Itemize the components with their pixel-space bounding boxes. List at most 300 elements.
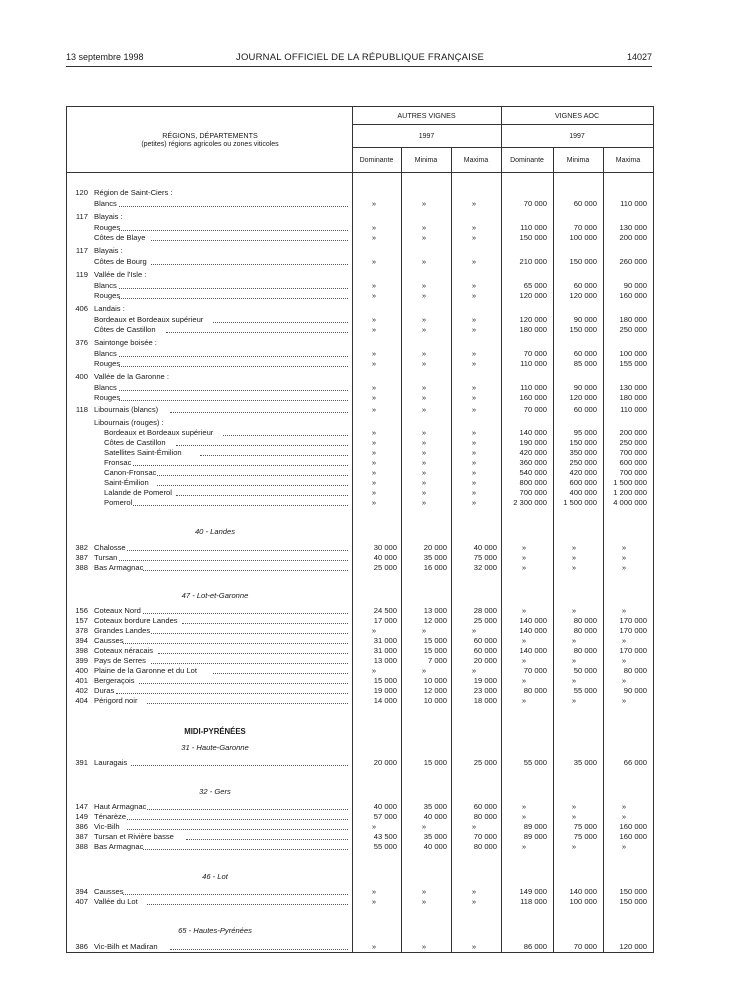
dot-leader bbox=[166, 332, 348, 333]
cell-value: » bbox=[521, 606, 527, 615]
dot-leader bbox=[119, 366, 348, 367]
row-label: Grandes Landes bbox=[94, 626, 151, 635]
cell-value: 70 000 bbox=[523, 405, 547, 414]
cell-value: 149 000 bbox=[519, 887, 547, 896]
cell-value: » bbox=[421, 666, 427, 675]
cell-value: 12 000 bbox=[423, 616, 447, 625]
row-code: 387 bbox=[75, 553, 88, 562]
cell-value: » bbox=[471, 315, 477, 324]
cell-value: » bbox=[421, 383, 427, 392]
row-label: Blancs bbox=[94, 281, 117, 290]
dot-leader bbox=[139, 683, 348, 684]
dot-leader bbox=[186, 839, 348, 840]
region-heading-row: MIDI-PYRÉNÉES bbox=[184, 727, 246, 736]
group-aoc-vines: VIGNES AOC bbox=[554, 111, 600, 120]
cell-value: » bbox=[571, 812, 577, 821]
cell-value: » bbox=[371, 887, 377, 896]
row-label: Côtes de Castillon bbox=[94, 325, 156, 334]
row-code: 404 bbox=[75, 696, 88, 705]
cell-value: 140 000 bbox=[519, 616, 547, 625]
cell-value: » bbox=[621, 842, 627, 851]
cell-value: 80 000 bbox=[623, 666, 647, 675]
cell-value: 80 000 bbox=[573, 626, 597, 635]
cell-value: » bbox=[521, 543, 527, 552]
cell-value: 1 500 000 bbox=[613, 478, 647, 487]
cell-value: 18 000 bbox=[473, 696, 497, 705]
row-code: 117 bbox=[75, 246, 88, 255]
cell-value: » bbox=[371, 257, 377, 266]
row-label: Plaine de la Garonne et du Lot bbox=[94, 666, 198, 675]
row-code: 398 bbox=[75, 646, 88, 655]
row-label: Côtes de Bourg bbox=[94, 257, 147, 266]
cell-value: 15 000 bbox=[373, 676, 397, 685]
cell-value: 120 000 bbox=[619, 942, 647, 951]
cell-value: 35 000 bbox=[573, 758, 597, 767]
dot-leader bbox=[127, 550, 348, 551]
cell-value: 15 000 bbox=[423, 636, 447, 645]
cell-value: » bbox=[521, 656, 527, 665]
cell-value: » bbox=[371, 942, 377, 951]
cell-value: » bbox=[421, 199, 427, 208]
cell-value: » bbox=[421, 349, 427, 358]
cell-value: 350 000 bbox=[569, 448, 597, 457]
row-label: Ténarèze bbox=[94, 812, 127, 821]
cell-value: 120 000 bbox=[569, 393, 597, 402]
cell-value: » bbox=[421, 498, 427, 507]
cell-value: » bbox=[521, 802, 527, 811]
col-minima-aoc: Minima bbox=[566, 157, 590, 164]
cell-value: » bbox=[571, 606, 577, 615]
row-label: Vallée du Lot bbox=[94, 897, 138, 906]
row-label: Causses bbox=[94, 636, 124, 645]
cell-value: 17 000 bbox=[373, 616, 397, 625]
cell-value: » bbox=[371, 498, 377, 507]
cell-value: » bbox=[371, 438, 377, 447]
cell-value: » bbox=[471, 626, 477, 635]
cell-value: 140 000 bbox=[519, 626, 547, 635]
cell-value: 43 500 bbox=[373, 832, 397, 841]
cell-value: 60 000 bbox=[573, 405, 597, 414]
cell-value: 55 000 bbox=[573, 686, 597, 695]
cell-value: 60 000 bbox=[473, 636, 497, 645]
section-heading: 31 - Haute-Garonne bbox=[181, 743, 249, 752]
cell-value: 40 000 bbox=[423, 812, 447, 821]
cell-value: 89 000 bbox=[523, 832, 547, 841]
cell-value: 1 200 000 bbox=[613, 488, 647, 497]
dot-leader bbox=[133, 465, 348, 466]
row-label: Blayais : bbox=[94, 212, 123, 221]
cell-value: » bbox=[571, 563, 577, 572]
row-label: Chalosse bbox=[94, 543, 126, 552]
cell-value: » bbox=[521, 696, 527, 705]
dot-leader bbox=[213, 322, 348, 323]
row-label: Région de Saint-Ciers : bbox=[94, 188, 173, 197]
cell-value: 60 000 bbox=[573, 349, 597, 358]
dot-leader bbox=[147, 904, 348, 905]
cell-value: 90 000 bbox=[623, 686, 647, 695]
cell-value: 70 000 bbox=[523, 199, 547, 208]
cell-value: » bbox=[421, 281, 427, 290]
right-border bbox=[653, 106, 654, 952]
cell-value: » bbox=[471, 478, 477, 487]
cell-value: 140 000 bbox=[519, 428, 547, 437]
cell-value: 250 000 bbox=[569, 458, 597, 467]
row-code: 387 bbox=[75, 832, 88, 841]
cell-value: 70 000 bbox=[473, 832, 497, 841]
cell-value: 400 000 bbox=[569, 488, 597, 497]
cell-value: 120 000 bbox=[569, 291, 597, 300]
cell-value: » bbox=[371, 393, 377, 402]
row-label: Vic-Bilh bbox=[94, 822, 120, 831]
cell-value: 75 000 bbox=[473, 553, 497, 562]
year-other: 1997 bbox=[418, 133, 435, 140]
row-code: 147 bbox=[75, 802, 88, 811]
cell-value: 180 000 bbox=[619, 393, 647, 402]
row-code: 388 bbox=[75, 842, 88, 851]
row-code: 400 bbox=[75, 666, 88, 675]
cell-value: 12 000 bbox=[423, 686, 447, 695]
cell-value: » bbox=[471, 257, 477, 266]
cell-value: 140 000 bbox=[569, 887, 597, 896]
row-label: Fronsac bbox=[104, 458, 132, 467]
header-title: JOURNAL OFFICIEL DE LA RÉPUBLIQUE FRANÇAISE bbox=[236, 52, 485, 63]
cell-value: » bbox=[421, 942, 427, 951]
region-heading: RÉGIONS, DÉPARTEMENTS bbox=[162, 131, 258, 140]
cell-value: » bbox=[371, 223, 377, 232]
row-code: 378 bbox=[75, 626, 88, 635]
dot-leader bbox=[143, 849, 348, 850]
row-label: Vallée de la Garonne : bbox=[94, 372, 170, 381]
cell-value: 40 000 bbox=[373, 802, 397, 811]
row-label: Bergeraçois bbox=[94, 676, 135, 685]
row-label: Blayais : bbox=[94, 246, 123, 255]
cell-value: » bbox=[471, 897, 477, 906]
row-code: 117 bbox=[75, 212, 88, 221]
cell-value: » bbox=[371, 281, 377, 290]
cell-value: 35 000 bbox=[423, 832, 447, 841]
cell-value: » bbox=[471, 281, 477, 290]
cell-value: 150 000 bbox=[619, 897, 647, 906]
cell-value: 800 000 bbox=[519, 478, 547, 487]
cell-value: » bbox=[371, 488, 377, 497]
row-label: Saint-Émilion bbox=[104, 478, 149, 487]
row-label: Rouges bbox=[94, 359, 121, 368]
row-label: Coteaux bordure Landes bbox=[94, 616, 178, 625]
dot-leader bbox=[143, 570, 348, 571]
cell-value: » bbox=[471, 887, 477, 896]
row-code: 382 bbox=[75, 543, 88, 552]
cell-value: » bbox=[421, 626, 427, 635]
cell-value: » bbox=[421, 428, 427, 437]
row-label: Périgord noir bbox=[94, 696, 138, 705]
cell-value: 40 000 bbox=[373, 553, 397, 562]
row-label: Bordeaux et Bordeaux supérieur bbox=[104, 428, 214, 437]
cell-value: » bbox=[471, 942, 477, 951]
cell-value: » bbox=[471, 428, 477, 437]
cell-value: » bbox=[571, 543, 577, 552]
cell-value: 35 000 bbox=[423, 553, 447, 562]
cell-value: 20 000 bbox=[373, 758, 397, 767]
cell-value: 25 000 bbox=[473, 758, 497, 767]
cell-value: 25 000 bbox=[473, 616, 497, 625]
cell-value: 260 000 bbox=[619, 257, 647, 266]
row-label: Pomerol bbox=[104, 498, 133, 507]
dot-leader bbox=[119, 230, 348, 231]
cell-value: 700 000 bbox=[619, 468, 647, 477]
dot-leader bbox=[119, 206, 348, 207]
cell-value: 16 000 bbox=[423, 563, 447, 572]
year-rule bbox=[352, 147, 653, 148]
cell-value: » bbox=[371, 458, 377, 467]
cell-value: 190 000 bbox=[519, 438, 547, 447]
dot-leader bbox=[119, 400, 348, 401]
row-code: 119 bbox=[75, 270, 88, 279]
row-label: Rouges bbox=[94, 223, 121, 232]
dot-leader bbox=[157, 475, 348, 476]
cell-value: 540 000 bbox=[519, 468, 547, 477]
cell-value: 95 000 bbox=[573, 428, 597, 437]
cell-value: » bbox=[371, 897, 377, 906]
cell-value: » bbox=[471, 393, 477, 402]
cell-value: » bbox=[421, 233, 427, 242]
dot-leader bbox=[119, 298, 348, 299]
header-rule bbox=[66, 66, 652, 67]
cell-value: 20 000 bbox=[423, 543, 447, 552]
cell-value: » bbox=[571, 842, 577, 851]
cell-value: 600 000 bbox=[619, 458, 647, 467]
cell-value: » bbox=[571, 656, 577, 665]
dot-leader bbox=[170, 412, 348, 413]
cell-value: » bbox=[621, 812, 627, 821]
dot-leader bbox=[151, 663, 348, 664]
cell-value: 80 000 bbox=[573, 646, 597, 655]
cell-value: 14 000 bbox=[373, 696, 397, 705]
cell-value: » bbox=[471, 822, 477, 831]
cell-value: » bbox=[371, 626, 377, 635]
cell-value: » bbox=[421, 438, 427, 447]
cell-value: » bbox=[421, 468, 427, 477]
cell-value: 4 000 000 bbox=[613, 498, 647, 507]
cell-value: » bbox=[471, 458, 477, 467]
dot-leader bbox=[147, 703, 348, 704]
cell-value: 24 500 bbox=[373, 606, 397, 615]
dot-leader bbox=[147, 809, 348, 810]
cell-value: 40 000 bbox=[423, 842, 447, 851]
cell-value: 150 000 bbox=[619, 887, 647, 896]
cell-value: » bbox=[421, 448, 427, 457]
row-label: Coteaux Nord bbox=[94, 606, 141, 615]
section-heading: 32 - Gers bbox=[199, 787, 231, 796]
cell-value: 150 000 bbox=[569, 325, 597, 334]
cell-value: 57 000 bbox=[373, 812, 397, 821]
year-aoc: 1997 bbox=[569, 133, 585, 140]
cell-value: 19 000 bbox=[473, 676, 497, 685]
cell-value: 55 000 bbox=[523, 758, 547, 767]
row-label: Bas Armagnac bbox=[94, 842, 144, 851]
cell-value: » bbox=[421, 458, 427, 467]
dot-leader bbox=[119, 390, 348, 391]
row-label: Landais : bbox=[94, 304, 125, 313]
cell-value: » bbox=[421, 257, 427, 266]
cell-value: 118 000 bbox=[520, 897, 547, 906]
cell-value: » bbox=[521, 676, 527, 685]
cell-value: 60 000 bbox=[473, 646, 497, 655]
row-label: Saintonge boisée : bbox=[94, 338, 157, 347]
cell-value: » bbox=[621, 606, 627, 615]
cell-value: 360 000 bbox=[519, 458, 547, 467]
cell-value: 110 000 bbox=[620, 405, 647, 414]
cell-value: 80 000 bbox=[473, 812, 497, 821]
cell-value: 420 000 bbox=[569, 468, 597, 477]
row-label: Rouges bbox=[94, 393, 121, 402]
cell-value: » bbox=[421, 325, 427, 334]
dot-leader bbox=[151, 240, 348, 241]
cell-value: 120 000 bbox=[519, 291, 547, 300]
cell-value: » bbox=[471, 468, 477, 477]
cell-value: 70 000 bbox=[573, 942, 597, 951]
cell-value: 1 500 000 bbox=[563, 498, 597, 507]
cell-value: 130 000 bbox=[619, 383, 647, 392]
cell-value: » bbox=[371, 383, 377, 392]
section-heading: 46 - Lot bbox=[202, 872, 228, 881]
cell-value: 160 000 bbox=[619, 822, 647, 831]
cell-value: 180 000 bbox=[619, 315, 647, 324]
cell-value: » bbox=[571, 696, 577, 705]
row-code: 156 bbox=[75, 606, 88, 615]
row-label: Côtes de Blaye bbox=[94, 233, 146, 242]
cell-value: 155 000 bbox=[619, 359, 647, 368]
cell-value: 90 000 bbox=[573, 315, 597, 324]
row-code: 376 bbox=[75, 338, 88, 347]
row-code: 157 bbox=[75, 616, 88, 625]
cell-value: 200 000 bbox=[619, 428, 647, 437]
cell-value: » bbox=[571, 636, 577, 645]
cell-value: 32 000 bbox=[473, 563, 497, 572]
row-label: Haut Armagnac bbox=[94, 802, 147, 811]
cell-value: 100 000 bbox=[619, 349, 647, 358]
cell-value: » bbox=[371, 359, 377, 368]
cell-value: 19 000 bbox=[373, 686, 397, 695]
cell-value: 700 000 bbox=[519, 488, 547, 497]
cell-value: » bbox=[371, 349, 377, 358]
cell-value: 31 000 bbox=[373, 646, 397, 655]
header-bottom-rule bbox=[66, 172, 654, 173]
col-dominante-aoc: Dominante bbox=[510, 157, 544, 164]
dot-leader bbox=[170, 949, 348, 950]
cell-value: » bbox=[621, 543, 627, 552]
cell-value: 13 000 bbox=[423, 606, 447, 615]
row-label: Blancs bbox=[94, 349, 117, 358]
cell-value: 10 000 bbox=[423, 696, 447, 705]
cell-value: 150 000 bbox=[519, 233, 547, 242]
cell-value: 10 000 bbox=[423, 676, 447, 685]
cell-value: » bbox=[521, 812, 527, 821]
cell-value: » bbox=[471, 291, 477, 300]
cell-value: » bbox=[421, 887, 427, 896]
cell-value: » bbox=[521, 636, 527, 645]
cell-value: » bbox=[521, 842, 527, 851]
row-label: Libournais (blancs) bbox=[94, 405, 159, 414]
cell-value: 120 000 bbox=[519, 315, 547, 324]
cell-value: » bbox=[521, 563, 527, 572]
row-code: 394 bbox=[75, 887, 88, 896]
col-dominante-other: Dominante bbox=[359, 157, 394, 164]
cell-value: 75 000 bbox=[573, 832, 597, 841]
cell-value: 100 000 bbox=[569, 897, 597, 906]
cell-value: » bbox=[421, 393, 427, 402]
row-label: Libournais (rouges) : bbox=[94, 418, 164, 427]
cell-value: 89 000 bbox=[523, 822, 547, 831]
dot-leader bbox=[158, 653, 348, 654]
row-code: 400 bbox=[75, 372, 88, 381]
cell-value: » bbox=[371, 233, 377, 242]
cell-value: » bbox=[371, 478, 377, 487]
cell-value: » bbox=[471, 223, 477, 232]
cell-value: 90 000 bbox=[573, 383, 597, 392]
region-subheading: (petites) régions agricoles ou zones viticoles bbox=[141, 141, 279, 148]
row-label: Blancs bbox=[94, 199, 117, 208]
cell-value: » bbox=[421, 488, 427, 497]
page-number: 14027 bbox=[627, 52, 653, 62]
cell-value: » bbox=[421, 291, 427, 300]
row-code: 386 bbox=[75, 822, 88, 831]
row-label: Tursan bbox=[94, 553, 118, 562]
cell-value: 700 000 bbox=[619, 448, 647, 457]
cell-value: » bbox=[471, 488, 477, 497]
row-code: 391 bbox=[75, 758, 88, 767]
cell-value: 7 000 bbox=[427, 656, 447, 665]
row-label: Duras bbox=[94, 686, 115, 695]
dot-leader bbox=[131, 765, 348, 766]
group-rule bbox=[352, 124, 653, 125]
cell-value: 80 000 bbox=[523, 686, 547, 695]
row-label: Bordeaux et Bordeaux supérieur bbox=[94, 315, 204, 324]
header-date: 13 septembre 1998 bbox=[66, 52, 144, 62]
section-heading: 40 - Landes bbox=[194, 527, 236, 536]
table-bottom-rule bbox=[66, 952, 654, 953]
cell-value: 30 000 bbox=[373, 543, 397, 552]
cell-value: » bbox=[471, 438, 477, 447]
cell-value: 80 000 bbox=[573, 616, 597, 625]
cell-value: » bbox=[421, 822, 427, 831]
cell-value: 170 000 bbox=[619, 616, 647, 625]
cell-value: » bbox=[371, 325, 377, 334]
row-code: 406 bbox=[75, 304, 88, 313]
cell-value: » bbox=[371, 468, 377, 477]
row-label: Lalande de Pomerol bbox=[104, 488, 172, 497]
cell-value: 28 000 bbox=[473, 606, 497, 615]
cell-value: » bbox=[621, 696, 627, 705]
cell-value: » bbox=[371, 822, 377, 831]
row-label: Côtes de Castillon bbox=[104, 438, 166, 447]
dot-leader bbox=[133, 505, 348, 506]
cell-value: 86 000 bbox=[523, 942, 547, 951]
dot-leader bbox=[176, 495, 348, 496]
cell-value: » bbox=[421, 405, 427, 414]
cell-value: 65 000 bbox=[523, 281, 547, 290]
row-label: Canon-Fronsac bbox=[104, 468, 157, 477]
row-label: Lauragais bbox=[94, 758, 128, 767]
cell-value: » bbox=[621, 563, 627, 572]
cell-value: » bbox=[371, 405, 377, 414]
cell-value: » bbox=[571, 553, 577, 562]
cell-value: » bbox=[571, 676, 577, 685]
row-label: Satellites Saint-Émilion bbox=[104, 448, 182, 457]
cell-value: 110 000 bbox=[620, 199, 647, 208]
cell-value: » bbox=[621, 656, 627, 665]
row-label: Vallée de l'Isle : bbox=[94, 270, 147, 279]
dot-leader bbox=[123, 894, 348, 895]
